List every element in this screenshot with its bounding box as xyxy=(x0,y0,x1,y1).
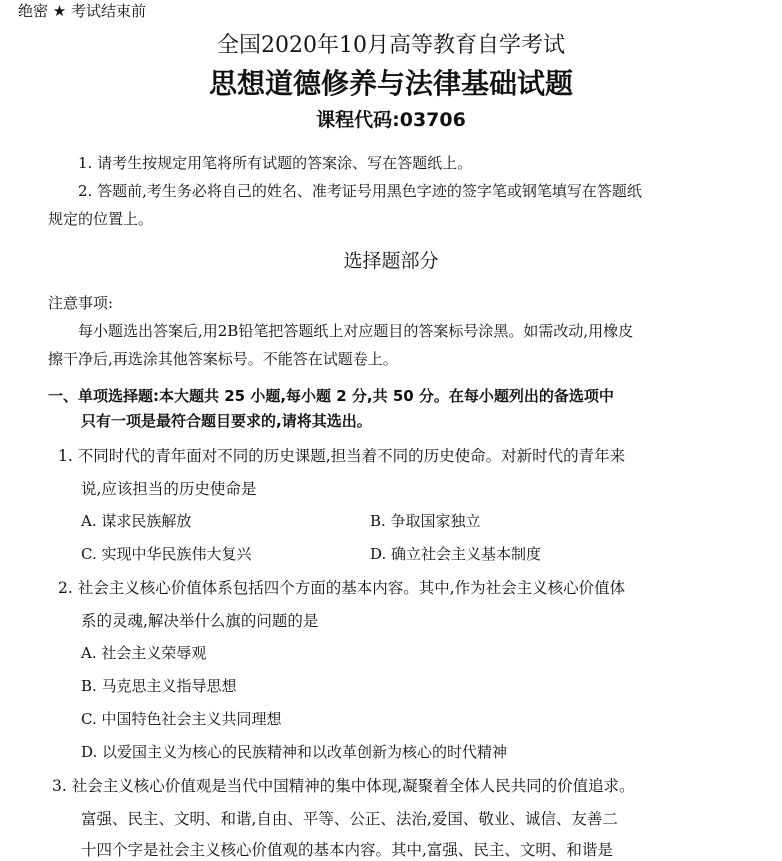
notice-line-2: 擦干净后,再选涂其他答案标号。不能答在试题卷上。 xyxy=(48,350,398,368)
question-1-option-d: D. 确立社会主义基本制度 xyxy=(370,545,542,563)
question-1-option-a: A. 谋求民族解放 xyxy=(81,512,192,530)
instruction-1: 1. 请考生按规定用笔将所有试题的答案涂、写在答题纸上。 xyxy=(78,154,473,172)
question-1-option-c: C. 实现中华民族伟大复兴 xyxy=(81,545,252,563)
part-heading-line-2: 只有一项是最符合题目要求的,请将其选出。 xyxy=(81,412,372,430)
instruction-2: 2. 答题前,考生务必将自己的姓名、准考证号用黑色字迹的签字笔或钢笔填写在答题纸 xyxy=(78,182,642,200)
question-1-option-b: B. 争取国家独立 xyxy=(370,512,481,530)
question-3-line-3: 十四个字是社会主义核心价值观的基本内容。其中,富强、民主、文明、和谐是 xyxy=(81,841,613,859)
question-2-option-b: B. 马克思主义指导思想 xyxy=(81,677,237,695)
question-2-option-c: C. 中国特色社会主义共同理想 xyxy=(81,710,282,728)
notice-label: 注意事项: xyxy=(48,294,114,312)
secret-mark: 绝密 ★ 考试结束前 xyxy=(18,2,146,20)
question-3-line-1: 3. 社会主义核心价值观是当代中国精神的集中体现,凝聚着全体人民共同的价值追求。 xyxy=(52,777,635,795)
notice-line-1: 每小题选出答案后,用2B铅笔把答题纸上对应题目的答案标号涂黑。如需改动,用橡皮 xyxy=(78,322,634,340)
question-3-line-2: 富强、民主、文明、和谐,自由、平等、公正、法治,爱国、敬业、诚信、友善二 xyxy=(81,810,618,828)
course-code: 课程代码:03706 xyxy=(316,109,466,131)
question-2-line-2: 系的灵魂,解决举什么旗的问题的是 xyxy=(81,612,319,630)
exam-name: 全国2020年10月高等教育自学考试 xyxy=(217,33,565,58)
question-1-line-1: 1. 不同时代的青年面对不同的历史课题,担当着不同的历史使命。对新时代的青年来 xyxy=(58,447,626,465)
question-2-line-1: 2. 社会主义核心价值体系包括四个方面的基本内容。其中,作为社会主义核心价值体 xyxy=(58,579,626,597)
question-2-option-d: D. 以爱国主义为核心的民族精神和以改革创新为核心的时代精神 xyxy=(81,743,508,761)
section-title: 选择题部分 xyxy=(343,250,439,272)
paper-title: 思想道德修养与法律基础试题 xyxy=(208,67,573,100)
part-heading-line-1: 一、单项选择题:本大题共 25 小题,每小题 2 分,共 50 分。在每小题列出的备选项中 xyxy=(48,387,614,405)
question-1-line-2: 说,应该担当的历史使命是 xyxy=(81,480,257,498)
question-2-option-a: A. 社会主义荣辱观 xyxy=(81,644,207,662)
instruction-2-cont: 规定的位置上。 xyxy=(48,210,154,228)
